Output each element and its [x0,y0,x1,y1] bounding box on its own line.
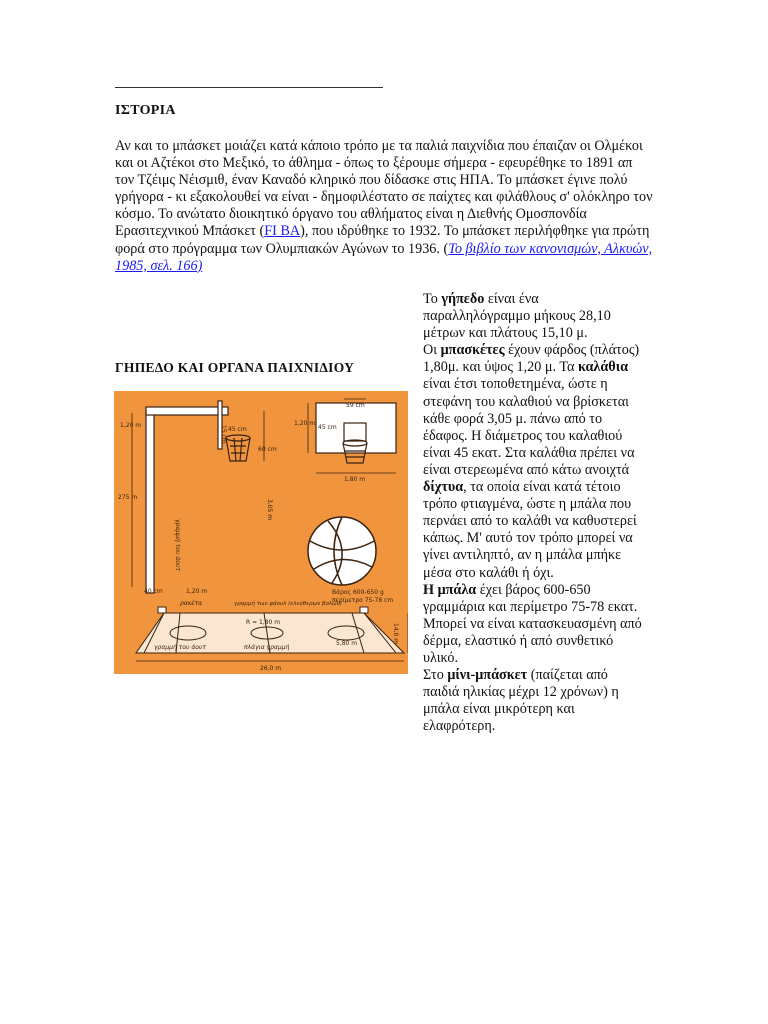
ball-term: Η μπάλα [423,581,477,598]
label-ball-weight: Βάρος 600-650 g [332,589,384,596]
fiba-link[interactable]: FI BA [264,223,301,240]
label-out-line-vertical: γραμμή του άουτ [174,519,181,572]
label-radius: R = 1,80 m [246,619,281,626]
label-275m: 275 m [118,494,138,501]
label-ball-perimeter: περίμετρο 75-78 cm [332,597,394,604]
ball-drawing [308,517,376,585]
label-26m: 26,0 m [260,665,282,672]
baskets-text: Οι [423,342,441,359]
label-free-throw: γραμμή των φάουλ (ελεύθερων βολών) [234,601,342,607]
label-120-right: 1,20 m [294,420,316,427]
court-diagram-svg [114,391,408,674]
label-45cm-board: 45 cm [318,424,337,431]
label-59cm: 59 cm [346,402,365,409]
court-section-heading: ΓΗΠΕΔΟ ΚΑΙ ΟΡΓΑΝΑ ΠΑΙΧΝΙΔΙΟΥ [115,360,355,375]
mini-basket-text: Στο [423,667,448,684]
label-14m: 14,0 m [392,623,399,645]
history-text-part2: ), που ιδρύθηκε το 1932. Το μπάσκετ περιλήφθηκε για πρώτη φορά στο πρόγραμμα των Ολυμπιακών Αγώνων το 1936. ( [115,223,650,257]
history-heading: ΙΣΤΟΡΙΑ [115,103,176,118]
label-45cm: 45 cm [228,426,247,433]
court-equipment-figure [114,391,408,674]
baskets-term: μπασκέτες [440,342,505,359]
label-305m: 3,05 m [266,499,273,521]
label-60cm: 60 cm [258,446,277,453]
label-120-top: 1,20 m [120,422,142,429]
backboard-drawing [308,399,396,473]
ball-text: έχει βάρος 600-650 γραμμάρια και περίμετρο 75-78 εκατ. Μπορεί να είναι κατασκευασμένη από δέρμα, ελαστικό ή από συνθετικό υλικό. [423,581,642,666]
history-text-part1: Αν και το μπάσκετ μοιάζει κατά κάποιο τρόπο με τα παλιά παιχνίδια που έπαιζαν οι Ολμέκοι και οι Αζτέκοι στο Μεξικό, το άθλημα - όπως το ξέρουμε σήμερα - εφευρέθηκε το 1891 απ τον Τζέιμς Νέισμιθ, έναν Καναδό κληρικό που δίδασκε στις ΗΠΑ. Το μπάσκετ έγινε πολύ γρήγορα - κι εξακολουθεί να είναι - δημοφιλέστατο σε παίχτες και φιλάθλους σ' ολόκληρο τον κόσμο. Το ανώτατο διοικητικό όργανο του αθλήματος είναι η Διεθνής Ομοσπονδία Ερασιτεχνικού Μπάσκετ ( [115,138,653,240]
label-out-line-horizontal: γραμμή του άουτ [154,644,207,651]
court-text: Το [423,291,442,307]
hoops-term: καλάθια [578,359,629,376]
court-description [423,291,645,735]
label-15cm: 15 cm [220,425,227,444]
label-180m: 1,80 m [344,476,366,483]
nets-term: δίχτυα [423,479,464,496]
hoops-text: είναι έτσι τοποθετημένα, ώστε η στεφάνη του καλαθιού να βρίσκεται κάθε φορά 3,05 μ. πάνω από το έδαφος. Η διάμετρος του καλαθιού είναι 45 εκατ. Στα καλάθια πρέπει να είναι στερεωμένα από κάτω ανοιχτά [423,376,635,478]
history-paragraph [115,138,655,275]
horizontal-rule [115,87,383,88]
label-120-bottom: 1,20 m [186,588,208,595]
mini-basket-text: (παίζεται από παιδιά ηλικίας μέχρι 12 χρόνων) η μπάλα είναι μικρότερη και ελαφρότερη. [423,667,619,735]
label-580m: 5,80 m [336,640,358,647]
citation-link[interactable]: Το βιβλίο των κανονισμών, Αλκυών, 1985, σελ. 166) [115,240,653,274]
label-racket: ρακέτα [180,600,203,607]
mini-basket-term: μίνι-μπάσκετ [447,667,528,684]
label-40cm: 40 cm [144,588,163,595]
court-text: είναι ένα παραλληλόγραμμο μήκους 28,10 μέτρων και πλάτους 15,10 μ. [423,291,611,342]
court-term: γήπεδο [441,291,485,307]
nets-text: , τα οποία είναι κατά τέτοιο τρόπο φτιαγμένα, ώστε η μπάλα που περνάει από το καλάθι να καθυστερεί κάπως. Μ' αυτό τον τρόπο μπορεί να γίνει αντιληπτό, αν η μπάλα μπήκε μέσα στο καλάθι ή όχι. [423,479,637,581]
baskets-text: έχουν φάρδος (πλάτος) 1,80μ. και ύψος 1,20 μ. Τα [423,342,640,376]
label-side-line: πλάγια γραμμή [244,644,290,651]
court-drawing [136,607,408,661]
